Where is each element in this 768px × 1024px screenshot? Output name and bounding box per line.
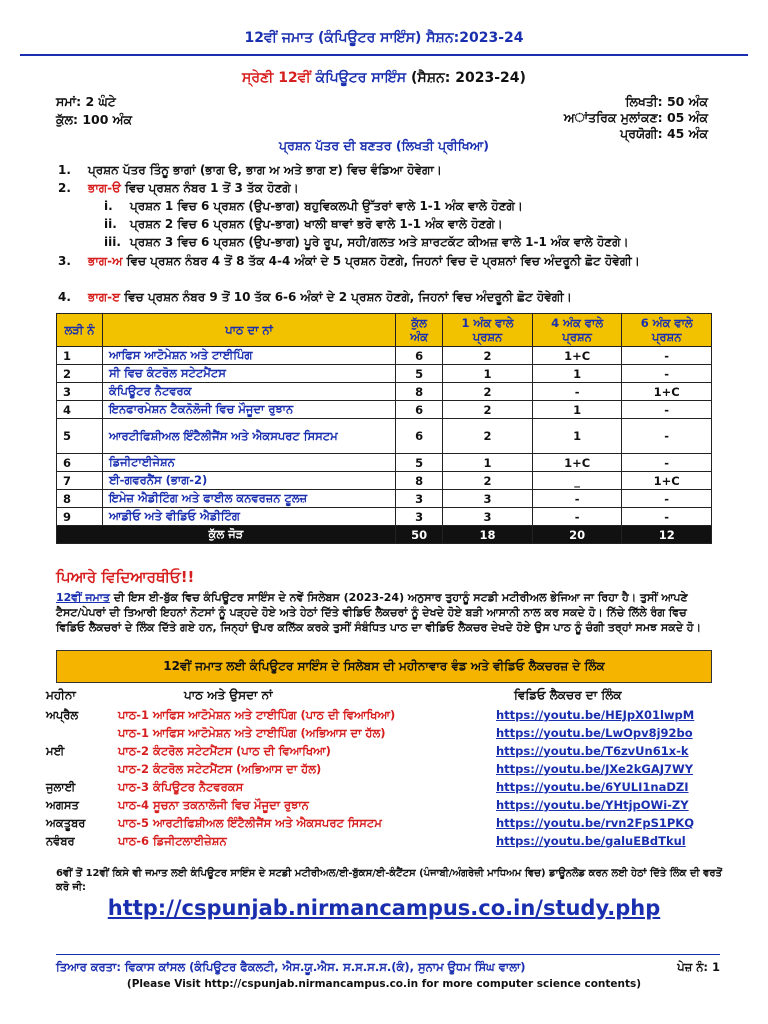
table-row (57, 490, 712, 508)
rule-2-iii (104, 234, 724, 251)
cell-1-mark: 2 (443, 401, 533, 419)
video-link[interactable]: https://youtu.be/T6zvUn61x-k (496, 744, 689, 758)
video-link[interactable]: https://youtu.be/LwOpv8j92bo (496, 726, 693, 740)
schedule-lesson: ਪਾਠ-2 ਕੰਟਰੋਲ ਸਟੇਟਮੈਂਟਸ (ਪਾਠ ਦੀ ਵਿਆਖਿਆ) (118, 744, 331, 758)
structure-title: ਪ੍ਰਸ਼ਨ ਪੱਤਰ ਦੀ ਬਣਤਰ (ਲਿਖਤੀ ਪ੍ਰੀਖਿਆ) (279, 138, 489, 153)
cell-6-mark: 1+C (622, 472, 712, 490)
cell-total-marks: 8 (396, 472, 443, 490)
cell-lesson-name: ਆਰਟੀਫਿਸ਼ੀਅਲ ਇੰਟੈਲੀਜੈਂਸ ਅਤੇ ਐਕਸਪਰਟ ਸਿਸਟਮ (103, 419, 396, 454)
rule-text (88, 289, 572, 306)
links-header-month: ਮਹੀਨਾ (46, 688, 76, 702)
cell-lesson-name: ਇਮੇਜ਼ ਐਡੀਟਿੰਗ ਅਤੇ ਫਾਈਲ ਕਨਵਰਜ਼ਨ ਟੂਲਜ਼ (103, 490, 396, 508)
schedule-row (0, 743, 768, 760)
schedule-lesson: ਪਾਠ-1 ਆਫਿਸ ਆਟੋਮੇਸ਼ਨ ਅਤੇ ਟਾਈਪਿੰਗ (ਅਭਿਆਸ ਦਾ ਹੱਲ) (118, 726, 386, 740)
cell-sr-no: 3 (57, 383, 103, 401)
total-1-mark: 18 (443, 526, 533, 544)
cell-4-mark: 1+C (532, 347, 622, 365)
schedule-row (0, 797, 768, 814)
rule-body: ਪ੍ਰਸ਼ਨ 3 ਵਿਚ 6 ਪ੍ਰਸ਼ਨ (ਉਪ-ਭਾਗ) ਪੂਰੇ ਰੂਪ, ਸਹੀ/ਗਲਤ ਅਤੇ ਸ਼ਾਰਟਕੱਟ ਕੀਅਜ਼ ਵਾਲੇ 1-1 ਅੰਕ ਵਾਲੇ ਹੋਣਗੇ। (130, 235, 629, 249)
author-credit: ਤਿਆਰ ਕਰਤਾ: ਵਿਕਾਸ ਕਾਂਸਲ (ਕੰਪਿਊਟਰ ਫੈਕਲਟੀ, ਐਸ.ਯੂ.ਐਸ. ਸ.ਸ.ਸ.ਸ.(ਕੰ), ਸੁਨਾਮ ਊਧਮ ਸਿੰਘ ਵਾਲਾ) (56, 960, 526, 974)
rule-2-ii (104, 216, 724, 233)
document-title (0, 70, 768, 86)
intro-text: ਦੀ ਇਸ ਈ-ਬੁੱਕ ਵਿਚ ਕੰਪਿਊਟਰ ਸਾਇੰਸ ਦੇ ਨਵੇਂ ਸਿਲੇਬਸ (2023-24) ਅਨੁਸਾਰ ਤੁਹਾਨੂੰ ਸਟਡੀ ਮਟੀਰੀਅਲ ਭੇਜਿਆ ਜਾ ਰਿਹਾ ਹੈ। ਤੁਸੀਂ ਆਪਣੇ ਟੈਸਟ/ਪੇਪਰਾਂ ਦੀ ਤਿਆਰੀ ਇਹਨਾਂ ਨੋਟਸਾਂ ਨੂੰ ਪੜ੍ਹਦੇ ਹੋਏ ਅਤੇ ਹੇਠਾਂ ਦਿੱਤੇ ਵੀਡਿਓ ਲੈਕਚਰਾਂ ਨੂੰ ਦੇਖਦੇ ਹੋਏ ਬੜੀ ਆਸਾਨੀ ਨਾਲ ਕਰ ਸਕਦੇ ਹੋ। ਨਿੱਚੇ ਲਿੱਲੇ ਰੰਗ ਵਿਚ ਵਿਡਿਓ ਲੈਕਚਰਾਂ ਦੇ ਲਿੰਕ ਦਿੱਤੇ ਗਏ ਹਨ, ਜਿਨ੍ਹਾਂ ਉਪਰ ਕਲਿੱਕ ਕਰਕੇ ਤੁਸੀਂ ਸੰਬੰਧਿਤ ਪਾਠ ਦਾ ਵੀਡਿਓ ਲੈਕਚਰ ਦੇਖਦੇ ਹੋਏ ਉਸ ਪਾਠ ਨੂੰ ਚੰਗੀ ਤਰ੍ਹਾਂ ਸਮਝ ਸਕਦੇ ਹੋ। (56, 591, 701, 634)
cell-sr-no: 1 (57, 347, 103, 365)
cell-6-mark: - (622, 347, 712, 365)
meta-total: ਕੁੱਲ: 100 ਅੰਕ (56, 112, 133, 127)
schedule-month: ਜੁਲਾਈ (46, 780, 76, 794)
meta-internal: ਅਾਂਤਰਿਕ ਮੁਲਾਂਕਣ: 05 ਅੰਕ (563, 110, 708, 125)
rule-body: ਪ੍ਰਸ਼ਨ 1 ਵਿਚ 6 ਪ੍ਰਸ਼ਨ (ਉਪ-ਭਾਗ) ਬਹੁਵਿਕਲਪੀ ਉੱਤਰਾਂ ਵਾਲੇ 1-1 ਅੰਕ ਵਾਲੇ ਹੋਣਗੇ। (130, 199, 523, 213)
cell-total-marks: 6 (396, 401, 443, 419)
cell-4-mark: - (532, 508, 622, 526)
rule-number: i. (104, 199, 113, 213)
schedule-row (0, 833, 768, 850)
page-number: ਪੇਜ਼ ਨੰ: 1 (677, 960, 720, 974)
cell-4-mark: 1 (532, 401, 622, 419)
table-row (57, 401, 712, 419)
study-materials-link[interactable]: http://cspunjab.nirmancampus.co.in/study.php (107, 896, 661, 920)
schedule-row (0, 779, 768, 796)
schedule-lesson: ਪਾਠ-2 ਕੰਟਰੋਲ ਸਟੇਟਮੈਂਟਸ (ਅਭਿਆਸ ਦਾ ਹੱਲ) (118, 762, 322, 776)
total-label: ਕੁੱਲ ਜੋੜ (57, 526, 396, 544)
cell-6-mark: - (622, 454, 712, 472)
schedule-month: ਅਕਤੂਬਰ (46, 816, 86, 830)
rule-1 (58, 162, 718, 179)
schedule-month: ਅਗਸਤ (46, 798, 79, 812)
schedule-banner: 12ਵੀਂ ਜਮਾਤ ਲਈ ਕੰਪਿਊਟਰ ਸਾਇੰਸ ਦੇ ਸਿਲੇਬਸ ਦੀ ਮਹੀਨਾਵਾਰ ਵੰਡ ਅਤੇ ਵੀਡਿਓ ਲੈਕਚਰਜ਼ ਦੇ ਲਿੰਕ (56, 650, 712, 683)
syllabus-table (56, 313, 712, 544)
cell-total-marks: 6 (396, 419, 443, 454)
total-6-mark: 12 (622, 526, 712, 544)
video-link[interactable]: https://youtu.be/JXe2kGAJ7WY (496, 762, 694, 776)
cell-6-mark: - (622, 419, 712, 454)
table-total-row (57, 526, 712, 544)
header-lesson-name: ਪਾਠ ਦਾ ਨਾਂ (103, 314, 396, 347)
cell-4-mark: - (532, 490, 622, 508)
cell-lesson-name: ਆਡੀਓ ਅਤੇ ਵੀਡਿਓ ਐਡੀਟਿੰਗ (103, 508, 396, 526)
cell-total-marks: 8 (396, 383, 443, 401)
title-subject: ਕੰਪਿਊਟਰ ਸਾਇੰਸ (315, 70, 407, 86)
cell-total-marks: 3 (396, 490, 443, 508)
footer-divider (56, 954, 720, 955)
video-link[interactable]: https://youtu.be/HEJpX01lwpM (496, 708, 695, 722)
cell-sr-no: 9 (57, 508, 103, 526)
cell-sr-no: 8 (57, 490, 103, 508)
cell-total-marks: 3 (396, 508, 443, 526)
rule-number: 1. (58, 163, 71, 177)
table-header-row (57, 314, 712, 347)
schedule-row (0, 707, 768, 724)
video-link[interactable]: https://youtu.be/YHtjpOWi-ZY (496, 798, 689, 812)
cell-4-mark: 1 (532, 419, 622, 454)
rule-part: ਭਾਗ-ਅ (88, 254, 123, 268)
cell-sr-no: 2 (57, 365, 103, 383)
table-row (57, 365, 712, 383)
schedule-lesson: ਪਾਠ-6 ਡਿਜੀਟਲਾਈਜ਼ੇਸ਼ਨ (118, 834, 227, 848)
rule-text (88, 253, 718, 270)
cell-lesson-name: ਆਫਿਸ ਆਟੋਮੇਸ਼ਨ ਅਤੇ ਟਾਈਪਿੰਗ (103, 347, 396, 365)
cell-total-marks: 6 (396, 347, 443, 365)
title-session: (ਸੈਸ਼ਨ: 2023-24) (411, 70, 526, 86)
visit-note: (Please Visit http://cspunjab.nirmancampus.co.in for more computer science contents) (126, 978, 642, 990)
table-row (57, 383, 712, 401)
links-header-lesson: ਪਾਠ ਅਤੇ ਉਸਦਾ ਨਾਂ (184, 688, 273, 702)
table-row (57, 454, 712, 472)
rule-2-i (104, 198, 724, 215)
cell-1-mark: 3 (443, 508, 533, 526)
rule-2 (58, 180, 718, 197)
cell-lesson-name: ਇਨਫਾਰਮੇਸ਼ਨ ਟੈਕਨੋਲੋਜੀ ਵਿਚ ਮੌਜੂਦਾ ਰੁਝਾਨ (103, 401, 396, 419)
cell-sr-no: 7 (57, 472, 103, 490)
cell-4-mark: 1 (532, 365, 622, 383)
greeting-heading: ਪਿਆਰੇ ਵਿਦਿਆਰਥੀਓ!! (56, 568, 195, 586)
cell-1-mark: 1 (443, 454, 533, 472)
rule-3 (58, 253, 718, 270)
meta-written: ਲਿਖਤੀ: 50 ਅੰਕ (625, 94, 708, 109)
document-header: 12ਵੀਂ ਜਮਾਤ (ਕੰਪਿਊਟਰ ਸਾਇੰਸ) ਸੈਸ਼ਨ:2023-24 (244, 30, 524, 46)
header-6-mark: 6 ਅੰਕ ਵਾਲੇ ਪ੍ਰਸ਼ਨ (622, 314, 712, 347)
rule-body: ਪ੍ਰਸ਼ਨ ਪੱਤਰ ਤਿੰਨੂ ਭਾਗਾਂ (ਭਾਗ ੳ, ਭਾਗ ਅ ਅਤੇ ਭਾਗ ੲ) ਵਿਚ ਵੰਡਿਆ ਹੋਵੇਗਾ। (88, 163, 442, 177)
meta-time: ਸਮਾਂ: 2 ਘੰਟੇ (56, 94, 116, 109)
cell-1-mark: 2 (443, 347, 533, 365)
schedule-lesson: ਪਾਠ-1 ਆਫਿਸ ਆਟੋਮੇਸ਼ਨ ਅਤੇ ਟਾਈਪਿੰਗ (ਪਾਠ ਦੀ ਵਿਆਖਿਆ) (118, 708, 396, 722)
header-4-mark: 4 ਅੰਕ ਵਾਲੇ ਪ੍ਰਸ਼ਨ (532, 314, 622, 347)
rule-part: ਭਾਗ-ੲ (88, 290, 121, 304)
header-1-mark: 1 ਅੰਕ ਵਾਲੇ ਪ੍ਰਸ਼ਨ (443, 314, 533, 347)
rule-number: ii. (104, 217, 117, 231)
links-header-video: ਵਿਡਿਓ ਲੈਕਚਰ ਦਾ ਲਿੰਕ (514, 688, 622, 702)
cell-1-mark: 1 (443, 365, 533, 383)
total-4-mark: 20 (532, 526, 622, 544)
schedule-month: ਮਈ (46, 744, 65, 758)
cell-4-mark: _ (532, 472, 622, 490)
rule-number: 4. (58, 290, 71, 304)
rule-number: 3. (58, 254, 71, 268)
cell-4-mark: 1+C (532, 454, 622, 472)
schedule-row (0, 725, 768, 742)
cell-total-marks: 5 (396, 454, 443, 472)
footer (56, 960, 720, 975)
cell-4-mark: - (532, 383, 622, 401)
cell-1-mark: 2 (443, 472, 533, 490)
schedule-row (0, 815, 768, 832)
rule-body: ਪ੍ਰਸ਼ਨ 2 ਵਿਚ 6 ਪ੍ਰਸ਼ਨ (ਉਪ-ਭਾਗ) ਖਾਲੀ ਥਾਵਾਂ ਭਰੋ ਵਾਲੇ 1-1 ਅੰਕ ਵਾਲੇ ਹੋਣਗੇ। (130, 217, 503, 231)
cell-6-mark: 1+C (622, 383, 712, 401)
table-row (57, 472, 712, 490)
rule-4 (58, 289, 718, 306)
rule-body: ਵਿਚ ਪ੍ਰਸ਼ਨ ਨੰਬਰ 1 ਤੋਂ 3 ਤੱਕ ਹੋਣਗੇ। (120, 181, 299, 195)
rule-body: ਵਿਚ ਪ੍ਰਸ਼ਨ ਨੰਬਰ 4 ਤੋਂ 8 ਤੱਕ 4-4 ਅੰਕਾਂ ਦੇ 5 ਪ੍ਰਸ਼ਨ ਹੋਣਗੇ, ਜਿਹਨਾਂ ਵਿਚ ਦੋ ਪ੍ਰਸ਼ਨਾਂ ਵਿਚ ਅੰਦਰੂਨੀ ਛੋਟ ਹੋਵੇਗੀ। (122, 254, 640, 268)
cell-lesson-name: ਈ-ਗਵਰਨੈਂਸ (ਭਾਗ-2) (103, 472, 396, 490)
cell-1-mark: 2 (443, 419, 533, 454)
cell-lesson-name: ਸੀ ਵਿਚ ਕੰਟਰੋਲ ਸਟੇਟਮੈਂਟਸ (103, 365, 396, 383)
schedule-lesson: ਪਾਠ-3 ਕੰਪਿਊਟਰ ਨੈਟਵਰਕਸ (118, 780, 244, 794)
table-row (57, 419, 712, 454)
class-link[interactable]: 12ਵੀਂ ਜਮਾਤ (56, 591, 110, 604)
title-class: ਸ੍ਰੇਣੀ 12ਵੀਂ (242, 70, 311, 86)
header-divider (20, 54, 748, 56)
header-total-marks: ਕੁੱਲ ਅੰਕ (396, 314, 443, 347)
total-marks: 50 (396, 526, 443, 544)
intro-paragraph (56, 590, 716, 635)
cell-6-mark: - (622, 508, 712, 526)
meta-practical: ਪ੍ਰਯੋਗੀ: 45 ਅੰਕ (620, 126, 708, 141)
rule-part: ਭਾਗ-ੳ (88, 181, 121, 195)
schedule-month: ਅਪ੍ਰੈਲ (46, 708, 79, 722)
table-row (57, 347, 712, 365)
cell-sr-no: 4 (57, 401, 103, 419)
schedule-row (0, 761, 768, 778)
cell-6-mark: - (622, 365, 712, 383)
cell-sr-no: 5 (57, 419, 103, 454)
cell-6-mark: - (622, 401, 712, 419)
rule-number: 2. (58, 181, 71, 195)
cell-lesson-name: ਡਿਜੀਟਾਈਜੇਸ਼ਨ (103, 454, 396, 472)
rule-body: ਵਿਚ ਪ੍ਰਸ਼ਨ ਨੰਬਰ 9 ਤੋਂ 10 ਤੱਕ 6-6 ਅੰਕਾਂ ਦੇ 2 ਪ੍ਰਸ਼ਨ ਹੋਣਗੇ, ਜਿਹਨਾਂ ਵਿਚ ਅੰਦਰੂਨੀ ਛੋਟ ਹੋਵੇਗੀ। (120, 290, 572, 304)
schedule-lesson: ਪਾਠ-4 ਸੂਚਨਾ ਤਕਨਾਲੋਜੀ ਵਿਚ ਮੌਜੂਦਾ ਰੁਝਾਨ (118, 798, 309, 812)
cell-total-marks: 5 (396, 365, 443, 383)
rule-text (88, 180, 299, 197)
rule-number: iii. (104, 235, 121, 249)
schedule-lesson: ਪਾਠ-5 ਆਰਟੀਫਿਸ਼ੀਅਲ ਇੰਟੈਲੀਜੈਂਸ ਅਤੇ ਐਕਸਪਰਟ ਸਿਸਟਮ (118, 816, 382, 830)
rule-text (88, 162, 442, 179)
cell-6-mark: - (622, 490, 712, 508)
cell-1-mark: 2 (443, 383, 533, 401)
cell-sr-no: 6 (57, 454, 103, 472)
download-note: 6ਵੀਂ ਤੋਂ 12ਵੀਂ ਕਿਸੇ ਵੀ ਜਮਾਤ ਲਈ ਕੰਪਿਊਟਰ ਸਾਇੰਸ ਦੇ ਸਟਡੀ ਮਟੀਰੀਅਲ/ਈ-ਬੁੱਕਸ/ਈ-ਕੰਟੈਂਟਸ (ਪੰਜਾਬੀ/ਅੰਗਰੇਜ਼ੀ ਮਾਧਿਅਮ ਵਿਚ) ਡਾਊਨਲੋਡ ਕਰਨ ਲਈ ਹੇਠਾਂ ਦਿੱਤੇ ਲਿੰਕ ਦੀ ਵਰਤੋਂ ਕਰੋ ਜੀ: (56, 868, 722, 893)
cell-1-mark: 3 (443, 490, 533, 508)
video-link[interactable]: https://youtu.be/rvn2FpS1PKQ (496, 816, 694, 830)
header-sr-no: ਲੜੀ ਨੰ (57, 314, 103, 347)
video-link[interactable]: https://youtu.be/galuEBdTkul (496, 834, 686, 848)
video-link[interactable]: https://youtu.be/6YULI1naDZI (496, 780, 689, 794)
schedule-month: ਨਵੰਬਰ (46, 834, 75, 848)
table-row (57, 508, 712, 526)
cell-lesson-name: ਕੰਪਿਊਟਰ ਨੈਟਵਰਕ (103, 383, 396, 401)
